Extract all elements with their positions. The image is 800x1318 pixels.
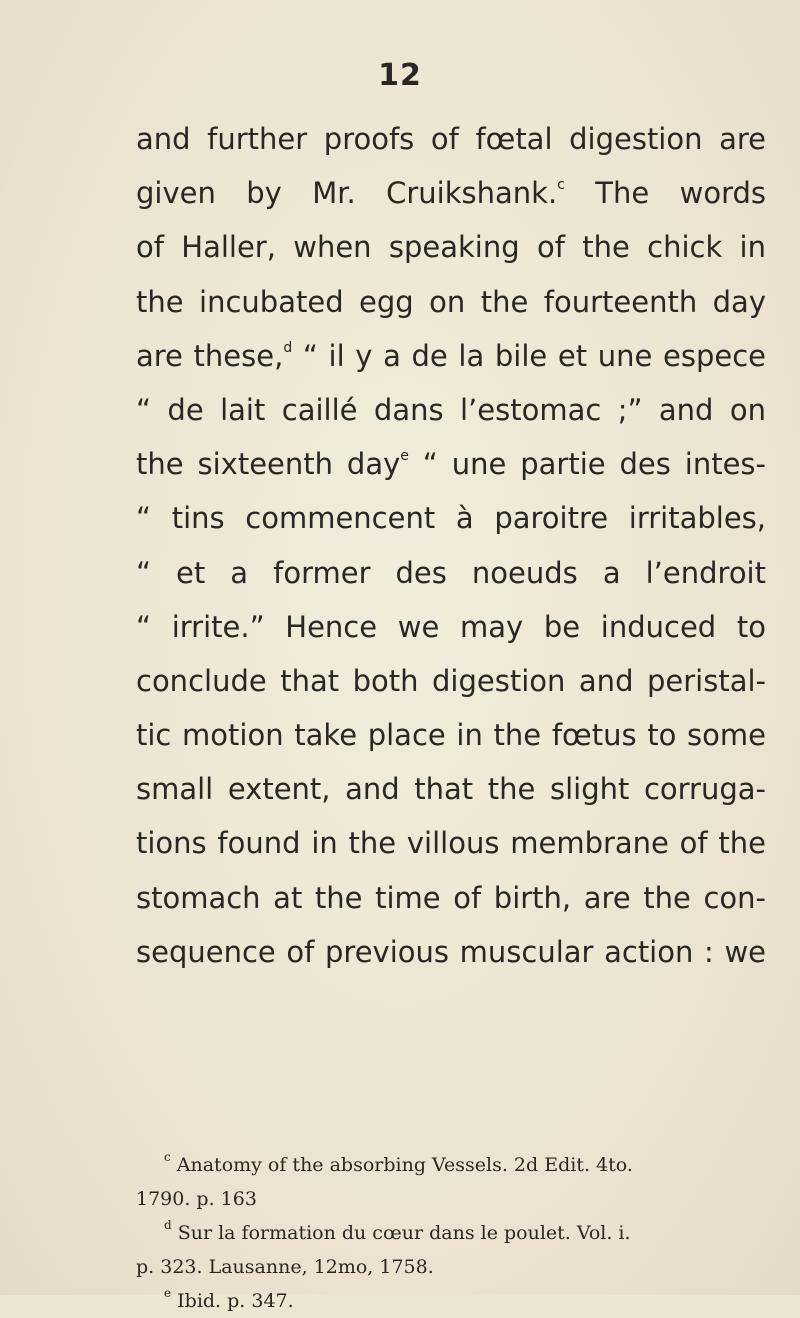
footnote-text: Anatomy of the absorbing Vessels. 2d Edit. 4to. bbox=[170, 1154, 633, 1176]
footnote-ref: e bbox=[400, 448, 409, 465]
body-line-text: the sixteenth day bbox=[136, 447, 401, 482]
footnote-line: p. 323. Lausanne, 12mo, 1758. bbox=[136, 1256, 434, 1278]
footnote-line: 1790. p. 163 bbox=[136, 1188, 257, 1210]
footnote-text: Sur la formation du cœur dans le poulet. Vol. i. bbox=[171, 1222, 631, 1244]
body-line: “ de lait caillé dans l’estomac ;” and on bbox=[136, 392, 766, 427]
body-line: the incubated egg on the fourteenth day bbox=[136, 284, 766, 319]
footnotes bbox=[136, 1148, 766, 1318]
footnote-ref: d bbox=[283, 339, 293, 356]
body-line-text: are these, bbox=[136, 338, 284, 373]
body-text bbox=[136, 112, 766, 979]
footnote-text: Ibid. p. 347. bbox=[171, 1290, 294, 1312]
body-line-text: “ il y a de la bile et une espece bbox=[292, 338, 766, 373]
body-line bbox=[136, 437, 766, 491]
body-line: small extent, and that the slight corruga- bbox=[136, 772, 766, 807]
footnote-line bbox=[136, 1284, 766, 1318]
footnote-line bbox=[136, 1216, 766, 1250]
body-line-text: The words bbox=[564, 176, 766, 211]
body-line bbox=[136, 166, 766, 220]
footnote-marker: e bbox=[164, 1286, 172, 1300]
body-line: conclude that both digestion and peristal- bbox=[136, 663, 766, 698]
footnote-ref: c bbox=[557, 177, 565, 194]
body-line: “ et a former des noeuds a l’endroit bbox=[136, 555, 766, 590]
body-line-text: given by Mr. Cruikshank. bbox=[136, 176, 558, 211]
body-line: tions found in the villous membrane of the bbox=[136, 826, 766, 861]
body-line: stomach at the time of birth, are the con- bbox=[136, 880, 766, 915]
body-line: tic motion take place in the fœtus to some bbox=[136, 718, 766, 753]
footnote-marker: c bbox=[164, 1150, 171, 1164]
footnote-line bbox=[136, 1148, 766, 1182]
body-line: sequence of previous muscular action : we bbox=[136, 934, 766, 969]
body-line-text: “ une partie des intes- bbox=[408, 447, 766, 482]
body-line: “ tins commencent à paroitre irritables, bbox=[136, 501, 766, 536]
body-line: of Haller, when speaking of the chick in bbox=[136, 230, 766, 265]
body-line: and further proofs of fœtal digestion are bbox=[136, 122, 766, 156]
footnote-marker: d bbox=[164, 1218, 172, 1232]
body-line: “ irrite.” Hence we may be induced to bbox=[136, 609, 766, 644]
body-line bbox=[136, 329, 766, 383]
page-number: 12 bbox=[378, 58, 422, 93]
